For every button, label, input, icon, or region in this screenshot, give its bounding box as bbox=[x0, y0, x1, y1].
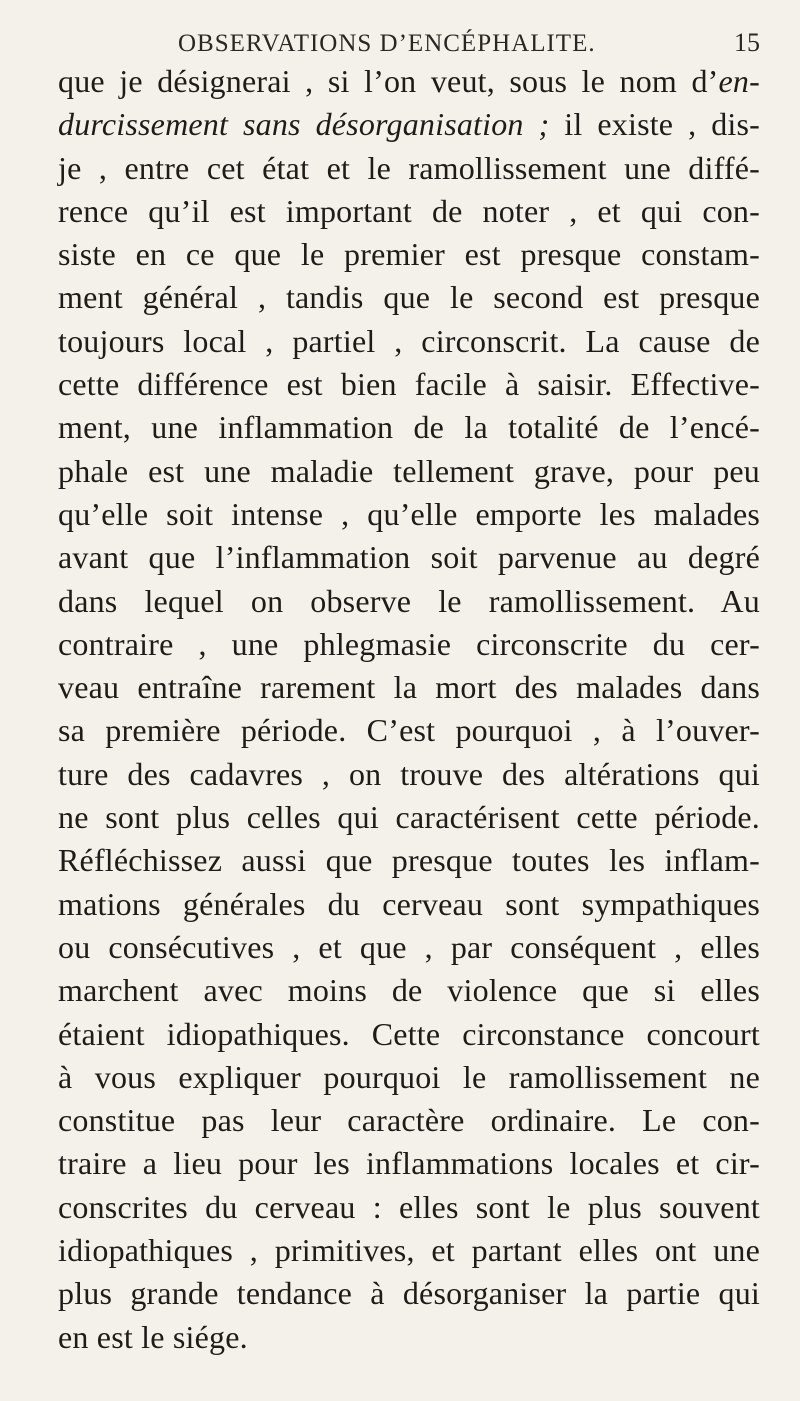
book-page bbox=[58, 20, 760, 1359]
text-line: qu’elle soit intense , qu’elle emporte les malades bbox=[58, 495, 760, 532]
text-line: siste en ce que le premier est presque constam- bbox=[58, 236, 760, 273]
page-header bbox=[58, 20, 760, 60]
text-line: contraire , une phlegmasie circonscrite du cer- bbox=[58, 625, 760, 662]
text-line: en est le siége. bbox=[58, 1318, 248, 1355]
text-line: durcissement sans désorganisation ; il existe , dis- bbox=[58, 106, 761, 143]
text-line: ne sont plus celles qui caractérisent cette période. bbox=[58, 799, 760, 836]
text-line: veau entraîne rarement la mort des malades dans bbox=[58, 669, 760, 706]
text-line: ment général , tandis que le second est presque bbox=[58, 279, 760, 316]
page-number: 15 bbox=[734, 28, 760, 57]
text-line: plus grande tendance à désorganiser la partie qui bbox=[58, 1275, 760, 1312]
text-line: que je désignerai , si l’on veut, sous le nom d’en- bbox=[58, 63, 760, 99]
text-line: idiopathiques , primitives, et partant elles ont une bbox=[58, 1232, 760, 1269]
text-line: traire a lieu pour les inflammations locales et cir- bbox=[58, 1145, 760, 1182]
text-line: mations générales du cerveau sont sympathiques bbox=[58, 885, 760, 922]
text-line: toujours local , partiel , circonscrit. La cause de bbox=[58, 322, 760, 359]
text-line: rence qu’il est important de noter , et qui con- bbox=[58, 192, 760, 229]
text-line: Réfléchissez aussi que presque toutes les inflam- bbox=[58, 842, 760, 879]
text-line: cette différence est bien facile à saisir. Effective- bbox=[58, 366, 760, 403]
text-line: étaient idiopathiques. Cette circonstance concourt bbox=[58, 1015, 760, 1052]
text-line: ou consécutives , et que , par conséquent , elles bbox=[58, 928, 760, 965]
text-line: phale est une maladie tellement grave, pour peu bbox=[58, 452, 760, 489]
text-line: ment, une inflammation de la totalité de l’encé- bbox=[58, 409, 760, 446]
text-line: à vous expliquer pourquoi le ramollissement ne bbox=[58, 1058, 760, 1095]
text-line: dans lequel on observe le ramollissement. Au bbox=[58, 582, 760, 619]
text-line: constitue pas leur caractère ordinaire. Le con- bbox=[58, 1102, 760, 1139]
text-line: ture des cadavres , on trouve des altérations qui bbox=[58, 755, 760, 792]
text-line: conscrites du cerveau : elles sont le plus souvent bbox=[58, 1188, 760, 1225]
text-line: avant que l’inflammation soit parvenue au degré bbox=[58, 539, 760, 576]
body-text bbox=[58, 60, 760, 1359]
running-head: OBSERVATIONS D’ENCÉPHALITE. bbox=[178, 30, 596, 57]
text-line: sa première période. C’est pourquoi , à l’ouver- bbox=[58, 712, 760, 749]
text-line: marchent avec moins de violence que si elles bbox=[58, 972, 760, 1009]
text-line: je , entre cet état et le ramollissement une diffé- bbox=[58, 149, 760, 186]
